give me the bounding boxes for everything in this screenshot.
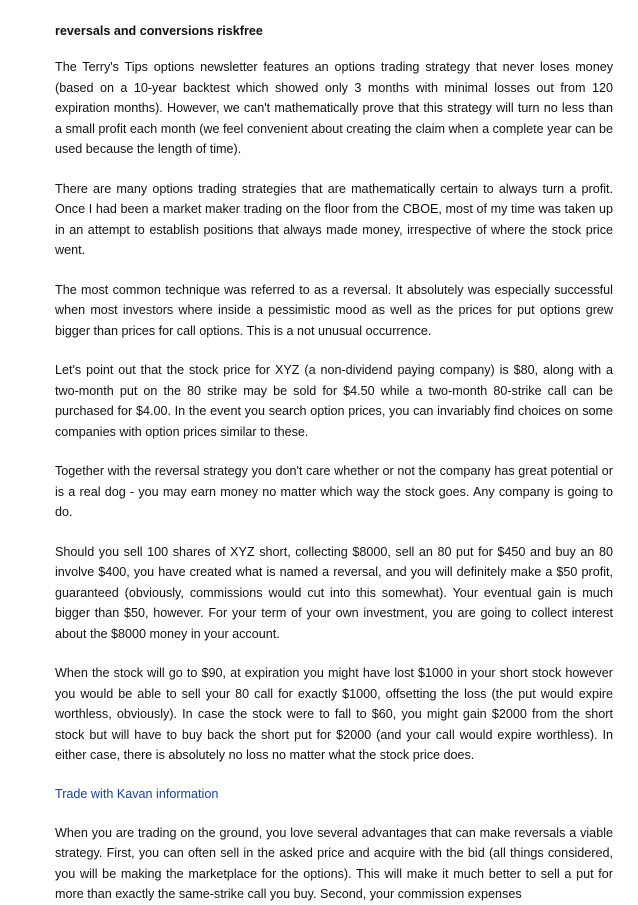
- paragraph-6: Should you sell 100 shares of XYZ short, collecting $8000, sell an 80 put for $450 and buy an 80 involve $400, you have created what is named a reversal, and you will definitely make a $50 profit, guaranteed (obviously, commissions would cut into this somewhat). Your eventual gain is much bigger than $50, however. For your term of your own investment, you are going to collect interest about the $8000 money in your account.: [55, 544, 613, 641]
- paragraph-4: Let's point out that the stock price for XYZ (a non-dividend paying company) is $80, along with a two-month put on the 80 strike may be sold for $4.50 while a two-month 80-strike call can be purchased for $4.00. In the event you search option prices, you can invariably find choices on some companies with option prices similar to these.: [55, 363, 613, 439]
- paragraph-1: The Terry's Tips options newsletter features an options trading strategy that never loses money (based on a 10-year backtest which showed only 3 months with minimal losses out from 120 expiration months). However, we can't mathematically prove that this strategy will turn no less than a small profit each month (we feel convenient about creating the claim when a complete year can be used because the length of time).: [55, 60, 613, 156]
- paragraph-5: Together with the reversal strategy you don't care whether or not the company has great potential or is a real dog - you may earn money no matter which way the stock goes. Any company is going to do.: [55, 464, 613, 519]
- paragraph-2: There are many options trading strategies that are mathematically certain to always turn a profit. Once I had been a market maker trading on the floor from the CBOE, most of my time was taken up in an attempt to establish positions that always made money, irrespective of where the stock price went.: [55, 181, 613, 257]
- paragraph-final: When you are trading on the ground, you love several advantages that can make reversals a viable strategy. First, you can often sell in the asked price and acquire with the bid (all things considered, you will be making the marketplace for the options). This will make it much better to sell a put for more than exactly the same-strike call you buy. Second, your commission expenses: [55, 825, 613, 901]
- kavan-information-link[interactable]: Trade with Kavan information: [55, 786, 219, 801]
- paragraph-3: The most common technique was referred to as a reversal. It absolutely was especially successful when most investors where inside a pessimistic mood as well as the prices for put options grew bigger than prices for call options. This is a not unusual occurrence.: [55, 282, 613, 338]
- document-title: reversals and conversions riskfree: [55, 24, 263, 38]
- paragraph-7: When the stock will go to $90, at expiration you might have lost $1000 in your short stock however you would be able to sell your 80 call for exactly $1000, offsetting the loss (the put would expire worthless, obviously). In case the stock were to fall to $60, you might gain $2000 from the short stock but will have to buy back the short put for $2000 (and your call would expire worthless). In either case, there is absolutely no loss no matter what the stock price does.: [55, 666, 613, 762]
